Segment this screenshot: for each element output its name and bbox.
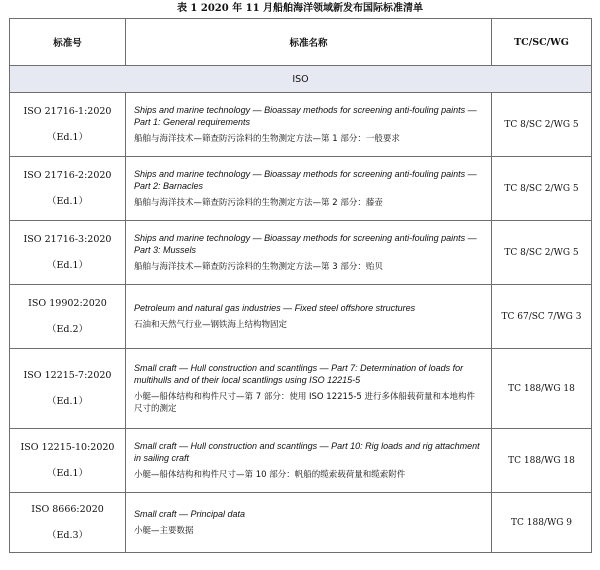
standard-name-en: Petroleum and natural gas industries — Fixed steel offshore structures [134, 303, 416, 313]
standard-name-en: Small craft — Hull construction and scantlings — Part 7: Determination of loads for multihulls and of their local scantlings using ISO 12215-5 [134, 363, 464, 385]
table-row [10, 285, 592, 349]
standard-name-en: Ships and marine technology — Bioassay methods for screening anti-fouling paints — Part 3: Mussels [134, 233, 477, 255]
header-standard-number: 标准号 [10, 19, 126, 66]
standard-name-zh: 小艇—船体结构和构件尺寸—第 10 部分：帆船的缆索载荷量和缆索附件 [134, 470, 406, 480]
standard-edition: （Ed.1） [46, 396, 89, 407]
table-row [10, 157, 592, 221]
standard-name-zh: 石油和天然气行业—钢铁海上结构物固定 [134, 320, 288, 330]
standard-name-zh: 小艇—船体结构和构件尺寸—第 7 部分：使用 ISO 12215-5 进行多体船载荷量和本地构件尺寸的测定 [134, 392, 476, 414]
standard-edition: （Ed.1） [46, 468, 89, 479]
standard-number: ISO 8666:2020 [31, 504, 104, 515]
table-caption: 表 1 2020 年 11 月船舶海洋领域新发布国际标准清单 [176, 3, 424, 14]
standard-edition: （Ed.2） [46, 324, 89, 335]
standard-number-cell [10, 349, 126, 429]
standard-name-en: Ships and marine technology — Bioassay methods for screening anti-fouling paints — Part 2: Barnacles [134, 169, 477, 191]
committee-cell: TC 8/SC 2/WG 5 [492, 157, 592, 221]
standard-name-cell [126, 93, 492, 157]
standard-number: ISO 21716-1:2020 [23, 106, 112, 117]
standard-number: ISO 12215-10:2020 [20, 442, 115, 453]
committee-cell: TC 188/WG 18 [492, 429, 592, 493]
standard-name-cell [126, 157, 492, 221]
standard-name-cell [126, 221, 492, 285]
standard-number-cell [10, 93, 126, 157]
standard-name-en: Small craft — Hull construction and scantlings — Part 10: Rig loads and rig attachment in sailing craft [134, 441, 480, 463]
standard-name-cell [126, 349, 492, 429]
standard-number: ISO 21716-3:2020 [23, 234, 112, 245]
header-standard-name: 标准名称 [126, 19, 492, 66]
standard-name-cell [126, 493, 492, 553]
standard-edition: （Ed.1） [46, 132, 89, 143]
standard-edition: （Ed.1） [46, 196, 89, 207]
table-row [10, 93, 592, 157]
standard-name-cell [126, 429, 492, 493]
standard-name-en: Small craft — Principal data [134, 509, 246, 519]
table-row [10, 349, 592, 429]
standard-number-cell [10, 157, 126, 221]
standard-number-cell [10, 429, 126, 493]
standard-number: ISO 19902:2020 [28, 298, 107, 309]
committee-cell: TC 8/SC 2/WG 5 [492, 221, 592, 285]
standard-name-cell [126, 285, 492, 349]
standard-number-cell [10, 285, 126, 349]
table-row [10, 221, 592, 285]
section-label: ISO [10, 66, 592, 93]
standards-table [9, 18, 592, 553]
standard-number: ISO 12215-7:2020 [23, 370, 112, 381]
table-row [10, 493, 592, 553]
table-row [10, 429, 592, 493]
standard-name-en: Ships and marine technology — Bioassay methods for screening anti-fouling paints — Part 1: General requirements [134, 105, 477, 127]
standard-number: ISO 21716-2:2020 [23, 170, 112, 181]
standard-edition: （Ed.1） [46, 260, 89, 271]
standard-number-cell [10, 221, 126, 285]
header-committee: TC/SC/WG [492, 19, 592, 66]
committee-cell: TC 67/SC 7/WG 3 [492, 285, 592, 349]
section-row [10, 66, 592, 93]
standard-edition: （Ed.3） [46, 530, 89, 541]
standard-name-zh: 小艇—主要数据 [134, 526, 194, 536]
standard-number-cell [10, 493, 126, 553]
committee-cell: TC 188/WG 9 [492, 493, 592, 553]
standard-name-zh: 船舶与海洋技术—筛查防污涂料的生物测定方法—第 1 部分：一般要求 [134, 134, 400, 144]
standard-name-zh: 船舶与海洋技术—筛查防污涂料的生物测定方法—第 2 部分：藤壶 [134, 198, 383, 208]
committee-cell: TC 8/SC 2/WG 5 [492, 93, 592, 157]
committee-cell: TC 188/WG 18 [492, 349, 592, 429]
header-row [10, 19, 592, 66]
standard-name-zh: 船舶与海洋技术—筛查防污涂料的生物测定方法—第 3 部分：贻贝 [134, 262, 383, 272]
